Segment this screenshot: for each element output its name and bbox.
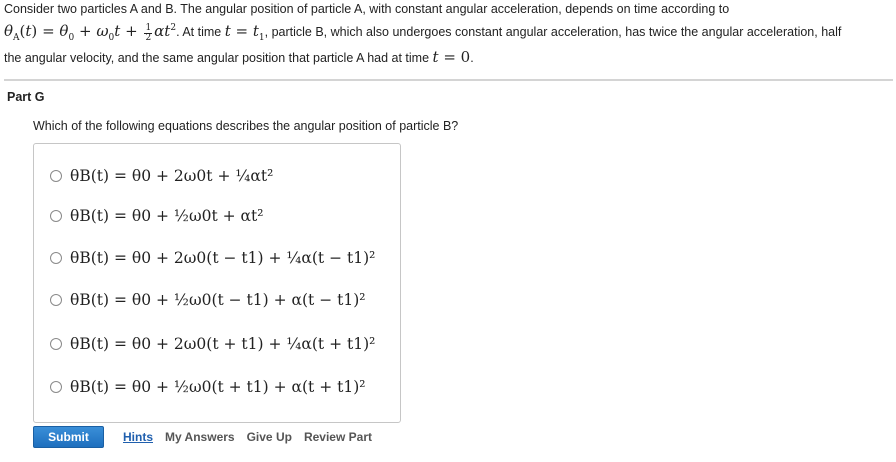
radio-button-5[interactable] [50, 338, 62, 350]
option-1-label: θB(t) = θ0 + 2ω0t + ¼αt² [70, 167, 274, 185]
time-zero-equation: t = 0 [432, 48, 471, 66]
option-1[interactable] [50, 161, 273, 191]
option-4-label: θB(t) = θ0 + ½ω0(t − t1) + α(t − t1)² [70, 291, 366, 309]
option-3[interactable] [50, 243, 375, 273]
option-2[interactable] [50, 201, 263, 231]
my-answers-link[interactable]: My Answers [165, 430, 235, 444]
question-text: Which of the following equations describes the angular position of particle B? [33, 119, 459, 133]
submit-button[interactable]: Submit [33, 426, 104, 448]
problem-line-3: the angular velocity, and the same angular position that particle A had at time t = 0. [4, 48, 474, 66]
radio-button-3[interactable] [50, 252, 62, 264]
option-6[interactable] [50, 372, 365, 402]
hints-link[interactable]: Hints [123, 430, 153, 444]
section-divider [4, 79, 893, 81]
review-part-link[interactable]: Review Part [303, 430, 372, 444]
action-bar [33, 426, 384, 448]
part-title: Part G [7, 90, 45, 104]
answer-options [33, 143, 401, 423]
option-5[interactable] [50, 329, 375, 359]
option-6-label: θB(t) = θ0 + ½ω0(t + t1) + α(t + t1)² [70, 378, 366, 396]
option-3-label: θB(t) = θ0 + 2ω0(t − t1) + ¼α(t − t1)² [70, 249, 376, 267]
option-4[interactable] [50, 285, 365, 315]
option-2-label: θB(t) = θ0 + ½ω0t + αt² [70, 207, 264, 225]
radio-button-6[interactable] [50, 381, 62, 393]
radio-button-1[interactable] [50, 170, 62, 182]
give-up-link[interactable]: Give Up [246, 430, 292, 444]
problem-statement [4, 0, 890, 68]
option-5-label: θB(t) = θ0 + 2ω0(t + t1) + ¼α(t + t1)² [70, 335, 376, 353]
radio-button-4[interactable] [50, 294, 62, 306]
radio-button-2[interactable] [50, 210, 62, 222]
particle-a-equation: $\theta_A(t) = \theta_0 + \omega_0t$ + $\frac{1}{2}$ $\alpha t^2$ [4, 22, 177, 44]
problem-line-2: $\theta_A(t) = \theta_0 + \omega_0t$ + $\frac{1}{2}$ $\alpha t^2$. At time $t = t_1$, particle B, which also undergoes constant angular acceleration, has twice the angular acceleration, half [4, 22, 842, 44]
time-t1-equation: $t = t_1$ [224, 22, 265, 43]
problem-line-1: Consider two particles A and B. The angular position of particle A, with constant angular acceleration, depends on time according to [4, 2, 730, 16]
